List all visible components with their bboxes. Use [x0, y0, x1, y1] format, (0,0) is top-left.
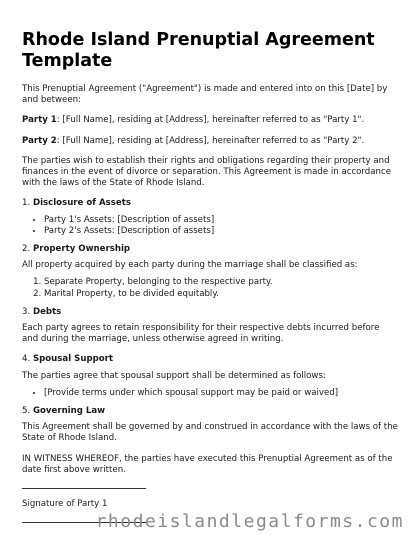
list-item: • Party 1's Assets: [Description of assets]: [44, 215, 398, 226]
section-4-title: Spousal Support: [32, 354, 114, 365]
support-list: [22, 388, 398, 399]
party-1-paragraph: [22, 115, 398, 126]
property-list: [22, 277, 398, 299]
section-1-number: 1.: [22, 198, 33, 209]
party-2-text: : [Full Name], residing at [Address], hereinafter referred to as "Party 2".: [56, 135, 365, 146]
watermark: rhodeislandlegalforms.com: [95, 511, 404, 532]
intro-paragraph: This Prenuptial Agreement ("Agreement") is made and entered into on this [Date] by and between:: [22, 84, 388, 106]
section-5-number: 5.: [22, 406, 33, 417]
list-item: • [Provide terms under which spousal support may be paid or waived]: [44, 388, 398, 399]
document-page: [22, 30, 398, 533]
list-item: 1. Separate Property, belonging to the respective party.: [44, 277, 398, 288]
section-4-text: The parties agree that spousal support shall be determined as follows:: [22, 370, 326, 381]
section-1-heading: [22, 198, 398, 209]
section-3-number: 3.: [22, 306, 33, 317]
section-3-heading: [22, 307, 398, 318]
section-5-title: Governing Law: [32, 406, 106, 417]
section-1-title: Disclosure of Assets: [32, 198, 131, 209]
section-2-title: Property Ownership: [32, 244, 131, 255]
party-2-paragraph: [22, 136, 398, 147]
section-4-heading: [22, 354, 398, 365]
party-1-text: : [Full Name], residing at [Address], hereinafter referred to as "Party 1".: [56, 115, 365, 126]
assets-list: [22, 215, 398, 237]
recital-paragraph: The parties wish to establish their rights and obligations regarding their property and finances in the event of divorce or separation. This Agreement is made in accordance with the laws of the State of Rhode Island.: [22, 155, 391, 189]
document-title: Rhode Island Prenuptial Agreement Template: [22, 30, 375, 71]
section-5-heading: [22, 406, 398, 417]
section-4-number: 4.: [22, 354, 33, 365]
section-2-heading: [22, 244, 398, 255]
section-2-number: 2.: [22, 244, 33, 255]
signature-line-party-1: [22, 488, 146, 489]
section-2-text: All property acquired by each party during the marriage shall be classified as:: [22, 260, 358, 271]
party-1-label: Party 1: [22, 115, 57, 126]
list-item: • Party 2's Assets: [Description of assets]: [44, 226, 398, 237]
party-2-label: Party 2: [22, 135, 57, 146]
list-item: 2. Marital Property, to be divided equitably.: [44, 289, 398, 300]
witness-paragraph: IN WITNESS WHEREOF, the parties have executed this Prenuptial Agreement as of the date first above written.: [22, 453, 393, 475]
section-3-title: Debts: [32, 306, 62, 317]
signature-label-party-1: Signature of Party 1: [22, 499, 108, 510]
section-3-text: Each party agrees to retain responsibility for their respective debts incurred before and during the marriage, unless otherwise agreed in writing.: [22, 323, 380, 345]
section-5-text: This Agreement shall be governed by and construed in accordance with the laws of the State of Rhode Island.: [22, 422, 398, 444]
